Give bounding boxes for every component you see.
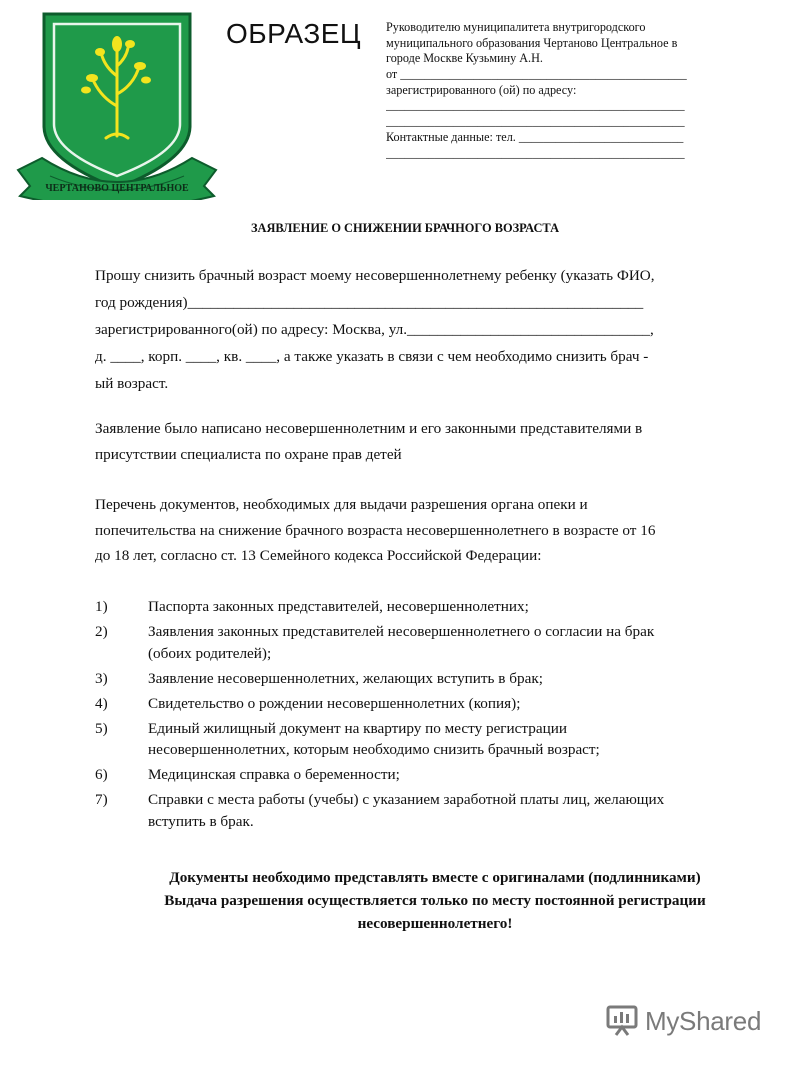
list-item-line: Заявление несовершеннолетних, желающих вступить в брак; <box>148 669 543 687</box>
district-coat-of-arms <box>14 10 220 200</box>
addressee-line: _________________________________________________ <box>386 145 685 160</box>
addressee-line: Контактные данные: тел. ___________________________ <box>386 129 684 144</box>
list-item-line: Свидетельство о рождении несовершеннолетних (копия); <box>148 694 521 712</box>
list-item-text <box>148 621 654 664</box>
list-item-line: Единый жилищный документ на квартиру по месту регистрации <box>148 719 567 737</box>
list-item-number: 4) <box>95 694 108 712</box>
list-item-line: вступить в брак. <box>148 812 254 830</box>
text-line: ый возраст. <box>95 375 169 392</box>
list-item <box>95 764 775 786</box>
statement-paragraph <box>95 416 775 468</box>
list-item-line: Справки с места работы (учебы) с указанием заработной платы лиц, желающих <box>148 791 665 808</box>
list-item <box>95 596 775 618</box>
list-item-number: 5) <box>95 719 108 737</box>
document-title: ЗАЯВЛЕНИЕ О СНИЖЕНИИ БРАЧНОГО ВОЗРАСТА <box>250 221 560 235</box>
presentation-board-icon <box>605 1004 639 1038</box>
text-line: попечительства на снижение брачного возраста несовершеннолетнего в возрасте от 16 <box>95 521 656 539</box>
addressee-line: муниципального образования Чертаново Центральное в <box>386 35 678 50</box>
footer-notes <box>95 866 775 935</box>
addressee-line: от _______________________________________________ <box>386 67 687 82</box>
list-item-line: Заявления законных представителей несовершеннолетнего о согласии на брак <box>148 623 655 640</box>
addressee-line: зарегистрированного (ой) по адресу: <box>386 82 577 97</box>
documents-intro-paragraph <box>95 492 775 569</box>
text-line: год рождения)____________________________________________________________ <box>95 294 644 311</box>
emblem-banner-text: ЧЕРТАНОВО ЦЕНТРАЛЬНОЕ <box>45 183 189 194</box>
list-item-number: 1) <box>95 598 108 615</box>
text-line: присутствии специалиста по охране прав детей <box>95 446 402 463</box>
list-item-number: 2) <box>95 623 108 640</box>
text-line: Перечень документов, необходимых для выдачи разрешения органа опеки и <box>95 496 588 513</box>
text-line: зарегистрированного(ой) по адресу: Москва, ул.________________________________, <box>95 321 654 338</box>
documents-list <box>95 596 775 836</box>
list-item-text <box>148 789 664 832</box>
footer-line: несовершеннолетнего! <box>357 915 513 932</box>
addressee-line: городе Москве Кузьмину А.Н. <box>386 51 543 66</box>
list-item-text <box>148 596 529 618</box>
list-item <box>95 718 775 761</box>
text-line: д. ____, корп. ____, кв. ____, а также указать в связи с чем необходимо снизить брач - <box>95 348 649 365</box>
sample-label: ОБРАЗЕЦ <box>226 18 362 49</box>
list-item-text <box>148 693 520 715</box>
list-item <box>95 621 775 664</box>
list-item-line: (обоих родителей); <box>148 644 272 662</box>
list-item <box>95 668 775 690</box>
addressee-line: _________________________________________________ <box>386 98 685 113</box>
list-item-line: несовершеннолетних, которым необходимо снизить брачный возраст; <box>148 741 600 758</box>
list-item-number: 3) <box>95 669 108 687</box>
text-line: Заявление было написано несовершеннолетним и его законными представителями в <box>95 420 643 437</box>
footer-line: Документы необходимо представлять вместе с оригиналами (подлинниками) <box>169 869 701 886</box>
text-line: до 18 лет, согласно ст. 13 Семейного кодекса Российской Федерации: <box>95 547 542 564</box>
request-paragraph <box>95 262 775 397</box>
list-item <box>95 693 775 715</box>
list-item-number: 7) <box>95 791 108 808</box>
list-item-text <box>148 764 400 786</box>
watermark <box>605 1003 775 1039</box>
addressee-line: _________________________________________________ <box>386 114 685 129</box>
list-item-number: 6) <box>95 766 108 783</box>
list-item-text <box>148 668 543 690</box>
text-line: Прошу снизить брачный возраст моему несовершеннолетнему ребенку (указать ФИО, <box>95 267 655 284</box>
list-item-line: Паспорта законных представителей, несовершеннолетних; <box>148 598 529 615</box>
addressee-line: Руководителю муниципалитета внутригородского <box>386 20 646 34</box>
watermark-text: MyShared <box>645 1005 762 1036</box>
footer-line: Выдача разрешения осуществляется только по месту постоянной регистрации <box>164 892 706 909</box>
list-item-line: Медицинская справка о беременности; <box>148 766 400 783</box>
addressee-block <box>386 20 758 161</box>
list-item-text <box>148 718 600 761</box>
list-item <box>95 789 775 832</box>
